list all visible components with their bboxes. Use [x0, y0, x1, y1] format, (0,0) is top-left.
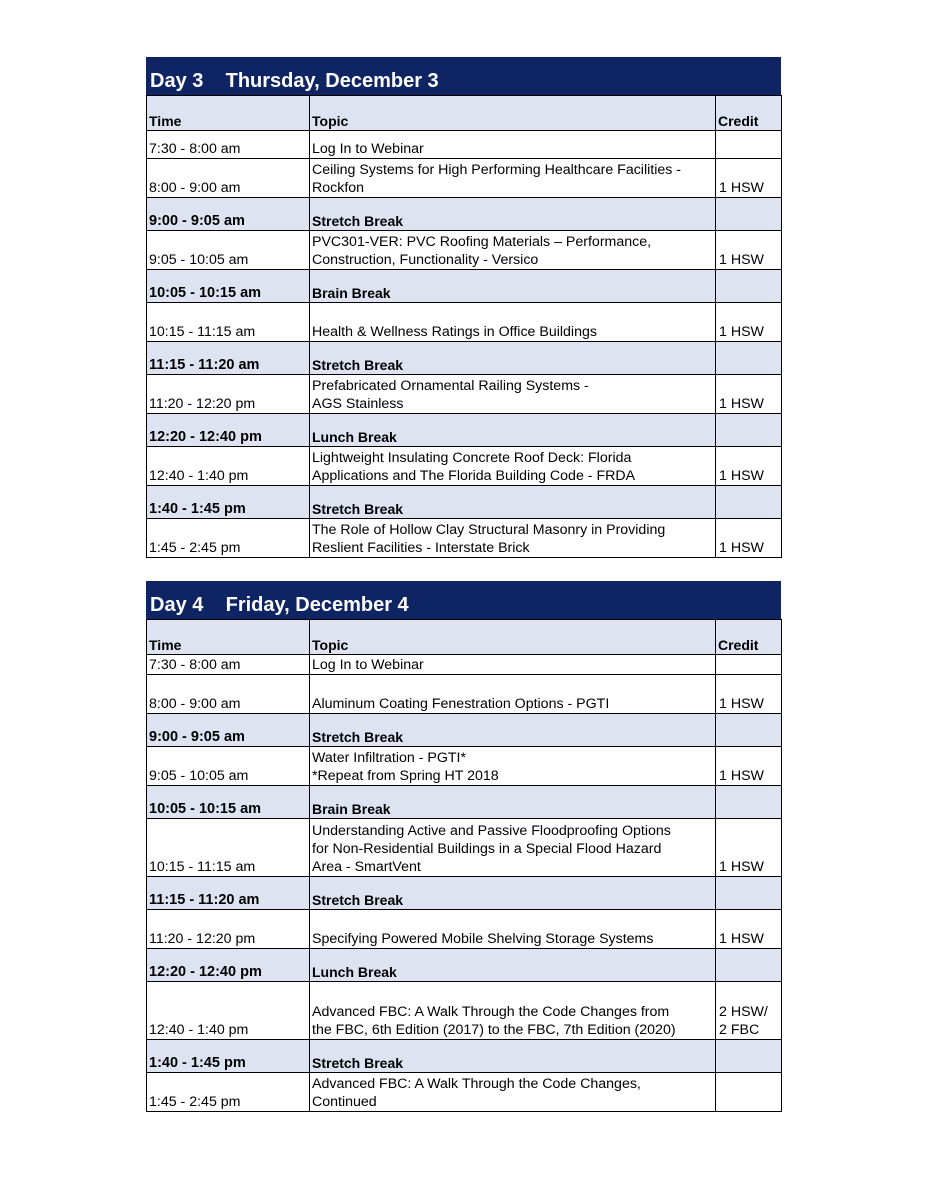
topic-line: Lunch Break — [312, 964, 397, 980]
session-credit — [716, 486, 782, 519]
topic-line: Specifying Powered Mobile Shelving Storage Systems — [312, 931, 654, 947]
session-time: 12:20 - 12:40 pm — [147, 949, 310, 982]
session-topic — [310, 198, 716, 231]
topic-line: for Non-Residential Buildings in a Special Flood Hazard — [312, 841, 662, 857]
session-topic — [310, 675, 716, 714]
header-time: Time — [147, 96, 310, 131]
credit-line: 1 HSW — [719, 252, 764, 268]
table-header-row — [147, 96, 782, 131]
session-credit — [716, 982, 782, 1040]
session-time: 8:00 - 9:00 am — [147, 159, 310, 198]
session-credit — [716, 675, 782, 714]
session-credit — [716, 198, 782, 231]
session-row — [147, 675, 782, 714]
session-topic — [310, 375, 716, 414]
session-row — [147, 131, 782, 159]
session-credit — [716, 655, 782, 675]
session-credit — [716, 519, 782, 558]
session-time: 1:45 - 2:45 pm — [147, 519, 310, 558]
session-time: 1:45 - 2:45 pm — [147, 1073, 310, 1112]
session-credit — [716, 303, 782, 342]
credit-line: 2 FBC — [719, 1022, 760, 1038]
session-time: 10:15 - 11:15 am — [147, 819, 310, 877]
session-credit — [716, 714, 782, 747]
session-credit — [716, 159, 782, 198]
topic-line: Prefabricated Ornamental Railing Systems - — [312, 378, 589, 394]
topic-line: AGS Stainless — [312, 396, 404, 412]
session-topic — [310, 1040, 716, 1073]
session-topic — [310, 414, 716, 447]
break-row — [147, 270, 782, 303]
session-topic — [310, 714, 716, 747]
session-time: 7:30 - 8:00 am — [147, 131, 310, 159]
session-credit — [716, 949, 782, 982]
session-time: 12:40 - 1:40 pm — [147, 982, 310, 1040]
session-topic — [310, 655, 716, 675]
schedule-table — [146, 619, 782, 1112]
session-topic — [310, 1073, 716, 1112]
session-topic — [310, 131, 716, 159]
topic-line: Advanced FBC: A Walk Through the Code Changes, — [312, 1076, 641, 1092]
break-row — [147, 1040, 782, 1073]
session-time: 1:40 - 1:45 pm — [147, 1040, 310, 1073]
session-credit — [716, 231, 782, 270]
table-header-row — [147, 620, 782, 655]
session-topic — [310, 159, 716, 198]
topic-line: Stretch Break — [312, 501, 404, 517]
session-time: 10:05 - 10:15 am — [147, 270, 310, 303]
session-topic — [310, 786, 716, 819]
session-topic — [310, 982, 716, 1040]
credit-line: 1 HSW — [719, 696, 764, 712]
schedule-body — [147, 620, 782, 1112]
topic-line: Applications and The Florida Building Code - FRDA — [312, 468, 636, 484]
session-credit — [716, 1073, 782, 1112]
topic-line: Ceiling Systems for High Performing Healthcare Facilities - — [312, 162, 681, 178]
session-topic — [310, 342, 716, 375]
schedule-body — [147, 96, 782, 558]
session-time: 9:00 - 9:05 am — [147, 714, 310, 747]
session-time: 12:20 - 12:40 pm — [147, 414, 310, 447]
topic-line: Area - SmartVent — [312, 859, 421, 875]
day-3-schedule — [146, 57, 781, 558]
break-row — [147, 714, 782, 747]
topic-line: Brain Break — [312, 801, 391, 817]
session-topic — [310, 303, 716, 342]
topic-line: *Repeat from Spring HT 2018 — [312, 768, 499, 784]
session-time: 11:20 - 12:20 pm — [147, 375, 310, 414]
session-row — [147, 519, 782, 558]
break-row — [147, 786, 782, 819]
session-topic — [310, 819, 716, 877]
session-topic — [310, 447, 716, 486]
session-credit — [716, 786, 782, 819]
session-row — [147, 231, 782, 270]
session-topic — [310, 270, 716, 303]
topic-line: Stretch Break — [312, 213, 404, 229]
topic-line: Brain Break — [312, 285, 391, 301]
session-time: 11:15 - 11:20 am — [147, 342, 310, 375]
session-time: 10:05 - 10:15 am — [147, 786, 310, 819]
session-row — [147, 1073, 782, 1112]
topic-line: Health & Wellness Ratings in Office Buildings — [312, 324, 597, 340]
session-credit — [716, 910, 782, 949]
session-topic — [310, 949, 716, 982]
topic-line: Reslient Facilities - Interstate Brick — [312, 540, 530, 556]
break-row — [147, 877, 782, 910]
topic-line: Advanced FBC: A Walk Through the Code Changes from — [312, 1004, 670, 1020]
break-row — [147, 414, 782, 447]
session-topic — [310, 519, 716, 558]
day-header — [146, 57, 781, 95]
topic-line: Stretch Break — [312, 729, 404, 745]
credit-line: 2 HSW/ — [719, 1004, 768, 1020]
session-time: 11:15 - 11:20 am — [147, 877, 310, 910]
credit-line: 1 HSW — [719, 931, 764, 947]
break-row — [147, 198, 782, 231]
topic-line: The Role of Hollow Clay Structural Masonry in Providing — [312, 522, 666, 538]
session-credit — [716, 1040, 782, 1073]
credit-line: 1 HSW — [719, 540, 764, 556]
break-row — [147, 949, 782, 982]
break-row — [147, 486, 782, 519]
session-row — [147, 159, 782, 198]
session-credit — [716, 375, 782, 414]
topic-line: the FBC, 6th Edition (2017) to the FBC, 7th Edition (2020) — [312, 1022, 676, 1038]
session-time: 11:20 - 12:20 pm — [147, 910, 310, 949]
topic-line: Aluminum Coating Fenestration Options - PGTI — [312, 696, 610, 712]
credit-line: 1 HSW — [719, 859, 764, 875]
session-credit — [716, 270, 782, 303]
session-credit — [716, 342, 782, 375]
session-credit — [716, 819, 782, 877]
break-row — [147, 342, 782, 375]
day-4-schedule — [146, 581, 781, 1112]
header-credit: Credit — [716, 96, 782, 131]
session-topic — [310, 910, 716, 949]
session-time: 9:05 - 10:05 am — [147, 231, 310, 270]
session-credit — [716, 414, 782, 447]
topic-line: Understanding Active and Passive Floodproofing Options — [312, 823, 671, 839]
session-time: 9:00 - 9:05 am — [147, 198, 310, 231]
topic-line: Stretch Break — [312, 1055, 404, 1071]
session-topic — [310, 877, 716, 910]
topic-line: Rockfon — [312, 180, 365, 196]
session-time: 12:40 - 1:40 pm — [147, 447, 310, 486]
session-time: 8:00 - 9:00 am — [147, 675, 310, 714]
credit-line: 1 HSW — [719, 324, 764, 340]
session-row — [147, 819, 782, 877]
session-credit — [716, 747, 782, 786]
session-row — [147, 655, 782, 675]
topic-line: Stretch Break — [312, 892, 404, 908]
session-row — [147, 303, 782, 342]
topic-line: Continued — [312, 1094, 377, 1110]
topic-line: Lightweight Insulating Concrete Roof Deck: Florida — [312, 450, 632, 466]
day-date: Thursday, December 3 — [225, 70, 439, 92]
topic-line: Water Infiltration - PGTI* — [312, 750, 466, 766]
credit-line: 1 HSW — [719, 396, 764, 412]
header-topic: Topic — [310, 96, 716, 131]
topic-line: Lunch Break — [312, 429, 397, 445]
session-credit — [716, 131, 782, 159]
session-time: 1:40 - 1:45 pm — [147, 486, 310, 519]
credit-line: 1 HSW — [719, 180, 764, 196]
day-number: Day 4 — [150, 594, 204, 616]
session-row — [147, 375, 782, 414]
topic-line: Stretch Break — [312, 357, 404, 373]
session-credit — [716, 447, 782, 486]
session-topic — [310, 486, 716, 519]
day-number: Day 3 — [150, 70, 204, 92]
session-time: 9:05 - 10:05 am — [147, 747, 310, 786]
schedule-table — [146, 95, 782, 558]
day-date: Friday, December 4 — [225, 594, 409, 616]
session-time: 7:30 - 8:00 am — [147, 655, 310, 675]
header-time: Time — [147, 620, 310, 655]
credit-line: 1 HSW — [719, 468, 764, 484]
topic-line: Log In to Webinar — [312, 141, 424, 157]
topic-line: PVC301-VER: PVC Roofing Materials – Performance, — [312, 234, 652, 250]
session-row — [147, 447, 782, 486]
day-header — [146, 581, 781, 619]
session-credit — [716, 877, 782, 910]
session-row — [147, 747, 782, 786]
topic-line: Construction, Functionality - Versico — [312, 252, 539, 268]
topic-line: Log In to Webinar — [312, 657, 424, 673]
header-credit: Credit — [716, 620, 782, 655]
session-time: 10:15 - 11:15 am — [147, 303, 310, 342]
header-topic: Topic — [310, 620, 716, 655]
session-topic — [310, 747, 716, 786]
session-topic — [310, 231, 716, 270]
session-row — [147, 910, 782, 949]
credit-line: 1 HSW — [719, 768, 764, 784]
session-row — [147, 982, 782, 1040]
